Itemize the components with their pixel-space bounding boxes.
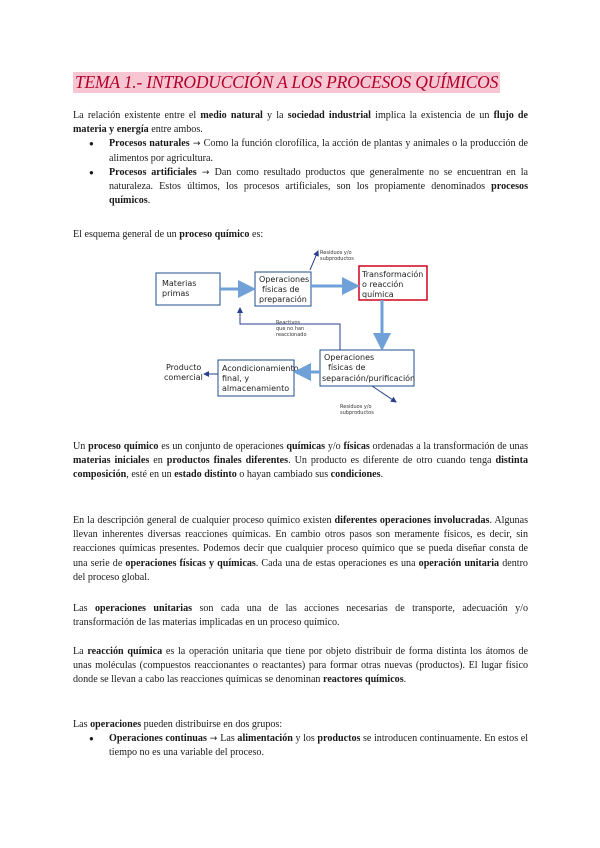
svg-text:Operaciones: Operaciones [259, 275, 310, 284]
svg-text:preparación: preparación [259, 295, 307, 304]
svg-text:primas: primas [162, 289, 190, 298]
reaccion-section [73, 645, 528, 688]
svg-text:Transformación: Transformación [362, 270, 424, 279]
schema-intro [73, 228, 528, 242]
separacion-box [320, 350, 415, 386]
svg-text:reaccionado: reaccionado [276, 332, 307, 338]
acondicionamiento-box [218, 360, 299, 396]
reaccion-quimica-box [359, 266, 427, 300]
definition-section [73, 440, 528, 483]
arrow-separacion-residuos [372, 386, 396, 402]
paragraph-proceso: Un proceso químico es un conjunto de operaciones químicas y/o físicas ordenadas a la transformación de unas materias iniciales en productos finales diferentes. Un producto es diferente de otro cuando tenga distinta composición, esté en un estado distinto o hayan cambiado sus condiciones. [73, 441, 528, 481]
svg-text:o reacción: o reacción [362, 280, 404, 289]
svg-text:Reactivos: Reactivos [276, 320, 301, 326]
list-item: ● Procesos naturales → Como la función clorofílica, la acción de plantas y animales o la producción de alimentos por agricultura. [89, 138, 529, 164]
operaciones-section [73, 514, 528, 585]
svg-text:físicas de: físicas de [262, 285, 300, 294]
svg-text:que no han: que no han [276, 326, 305, 332]
list-item: ● Operaciones continuas → Las alimentación y los productos se introducen continuamente. En estos el tiempo no es una variable del proceso. [89, 733, 529, 759]
svg-text:química: química [362, 290, 394, 299]
grupos-list [73, 732, 528, 760]
intro-section [73, 109, 528, 208]
svg-text:físicas de: físicas de [328, 363, 366, 372]
svg-text:Materias: Materias [162, 279, 197, 288]
list-item: ● Procesos artificiales → Dan como resultado productos que generalmente no se encuentran en la naturaleza. Estos últimos, los procesos artificiales, son los propiamente denominados procesos químicos. [89, 166, 528, 207]
reciclo-label [276, 320, 307, 338]
residuos-bottom-label [340, 404, 374, 416]
bullet-icon: ● [89, 734, 94, 744]
svg-text:Acondicionamiento: Acondicionamiento [222, 364, 299, 373]
process-types-list [73, 137, 528, 208]
bullet-icon: ● [89, 139, 94, 149]
bullet-icon: ● [89, 167, 94, 177]
svg-text:Residuos y/o: Residuos y/o [340, 404, 372, 410]
preparacion-box [255, 272, 311, 306]
materias-primas-box [156, 273, 220, 305]
paragraph-grupos: Las operaciones pueden distribuirse en dos grupos: [73, 719, 283, 730]
residuos-top-label [320, 250, 354, 262]
producto-comercial-label [164, 363, 203, 382]
svg-text:subproductos: subproductos [320, 256, 354, 262]
svg-text:Producto: Producto [166, 363, 202, 372]
schema-paragraph: El esquema general de un proceso químico es: [73, 229, 264, 240]
svg-text:Residuos y/o: Residuos y/o [320, 250, 352, 256]
grupos-section [73, 718, 528, 761]
svg-text:separación/purificación: separación/purificación [322, 374, 416, 383]
svg-text:final, y: final, y [222, 374, 250, 383]
svg-text:subproductos: subproductos [340, 410, 374, 416]
paragraph-reaccion: La reacción química es la operación unitaria que tiene por objeto distribuir de forma distinta los átomos de unas moléculas (compuestos reaccionantes o reactantes) para formar otras nuevas (productos). El lugar físico donde se llevan a cabo las reacciones químicas se denominan reactores químicos. [73, 646, 528, 686]
svg-text:comercial: comercial [164, 373, 203, 382]
svg-text:almacenamiento: almacenamiento [222, 384, 290, 393]
arrow-preparacion-residuos [310, 251, 318, 270]
svg-text:Operaciones: Operaciones [324, 353, 375, 362]
unitarias-section [73, 602, 528, 630]
process-diagram [140, 246, 450, 418]
paragraph-unitarias: Las operaciones unitarias son cada una de las acciones necesarias de transporte, adecuación y/o transformación de las materias implicadas en un proceso químico. [73, 603, 529, 629]
intro-paragraph: La relación existente entre el medio natural y la sociedad industrial implica la existencia de un flujo de materia y energía entre ambos. [73, 110, 529, 136]
page-title: TEMA 1.- INTRODUCCIÓN A LOS PROCESOS QUÍMICOS [75, 72, 499, 92]
paragraph-operaciones: En la descripción general de cualquier proceso químico existen diferentes operaciones involucradas. Algunas llevan inherentes diversas reacciones químicas. En cambio otros pasos son meramente físicos, es decir, sin reacciones químicas presentes. Podemos decir que cualquier proceso químico que se pueda diseñar consta de una serie de operaciones físicas y químicas. Cada una de estas operaciones es una operación unitaria dentro del proceso global. [73, 515, 529, 583]
